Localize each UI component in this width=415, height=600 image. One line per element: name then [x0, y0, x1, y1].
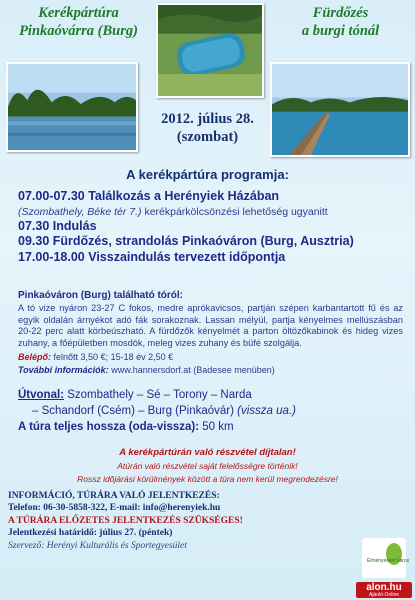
schedule-item: 09.30 Fürdőzés, strandolás Pinkaóváron (Burg, Ausztria): [18, 234, 354, 248]
route-line: Útvonal: Szombathely – Sé – Torony – Narda: [18, 389, 252, 401]
event-date: 2012. július 28. (szombat): [161, 111, 254, 145]
more-info: További információk: www.hannersdorf.at (Badesee menüben): [18, 365, 275, 375]
aerial-lake-photo: [156, 3, 264, 98]
schedule-item-note: (Szombathely, Béke tér 7.) kerékpárkölcsönzési lehetőség ugyanitt: [18, 205, 328, 218]
program-title: A kerékpártúra programja:: [126, 167, 289, 182]
lake-info-heading: Pinkaóváron (Burg) található tóról:: [18, 290, 184, 301]
lake-trees-photo: [6, 62, 138, 152]
program-schedule: [18, 189, 413, 265]
alon-logo: alon.hu Ajánló-Online: [356, 582, 412, 598]
lake-pier-photo: [270, 62, 410, 157]
route-line: – Schandorf (Csém) – Burg (Pinkaóvár) (vissza ua.): [32, 405, 296, 417]
entry-price: Belépő: felnőtt 3,50 €; 15-18 év 2,50 €: [18, 352, 174, 362]
organizer: Szervező: Herényi Kulturális és Sportegyesület: [8, 540, 187, 551]
contact-section: [8, 490, 358, 552]
contact-heading: INFORMÁCIÓ, TÚRÁRA VALÓ JELENTKEZÉS:: [8, 491, 220, 501]
contact-phone-email: Telefon: 06-30-5858-322, E-mail: info@herenyiek.hu: [8, 503, 221, 514]
schedule-item: 17.00-18.00 Visszaindulás tervezett időpontja: [18, 249, 286, 264]
schedule-item: 07.30 Indulás: [18, 218, 97, 233]
header-title-right: Fürdőzés a burgi tónál: [301, 5, 380, 39]
svg-text:Élményekért Város: Élményekért Város: [367, 558, 410, 564]
header-title-left: Kerékpártúra Pinkaóvárra (Burg): [19, 5, 138, 39]
free-participation-note: A kerékpártúrán való részvétel díjtalan!: [119, 447, 296, 458]
route-section: [18, 387, 413, 435]
registration-warning: A TÚRÁRA ELŐZETES JELENTKEZÉS SZÜKSÉGES!: [8, 515, 243, 526]
weather-note: Rossz időjárási körülmények között a túra nem kerül megrendezésre!: [77, 474, 338, 484]
route-length: A túra teljes hossza (oda-vissza): 50 km: [18, 421, 234, 433]
responsibility-note: Atúrán való részvétel saját felelősségre történik!: [117, 461, 298, 471]
city-logo: [362, 538, 410, 578]
lake-info-body: A tó vize nyáron 23-27 C fokos, medre aprókavicsos, partján szépen karbantartott fű és az egyik oldalán árnyékot adó fák sorakoznak. Lassan mélyül, partja kényelmes mellúszásban 20-22 perc alatt körbeúszható. A fürdőzők kényelmét a parton öltözőkabinok és hideg vizes zuhany, a főépületben mosdók, meleg vizes zuhany és büfé szolgálja.: [18, 303, 403, 348]
schedule-item: 07.00-07.30 Találkozás a Herényiek Házában: [18, 189, 280, 203]
city-logo-icon: [364, 540, 410, 576]
registration-deadline: Jelentkezési határidő: július 27. (péntek): [8, 528, 173, 539]
